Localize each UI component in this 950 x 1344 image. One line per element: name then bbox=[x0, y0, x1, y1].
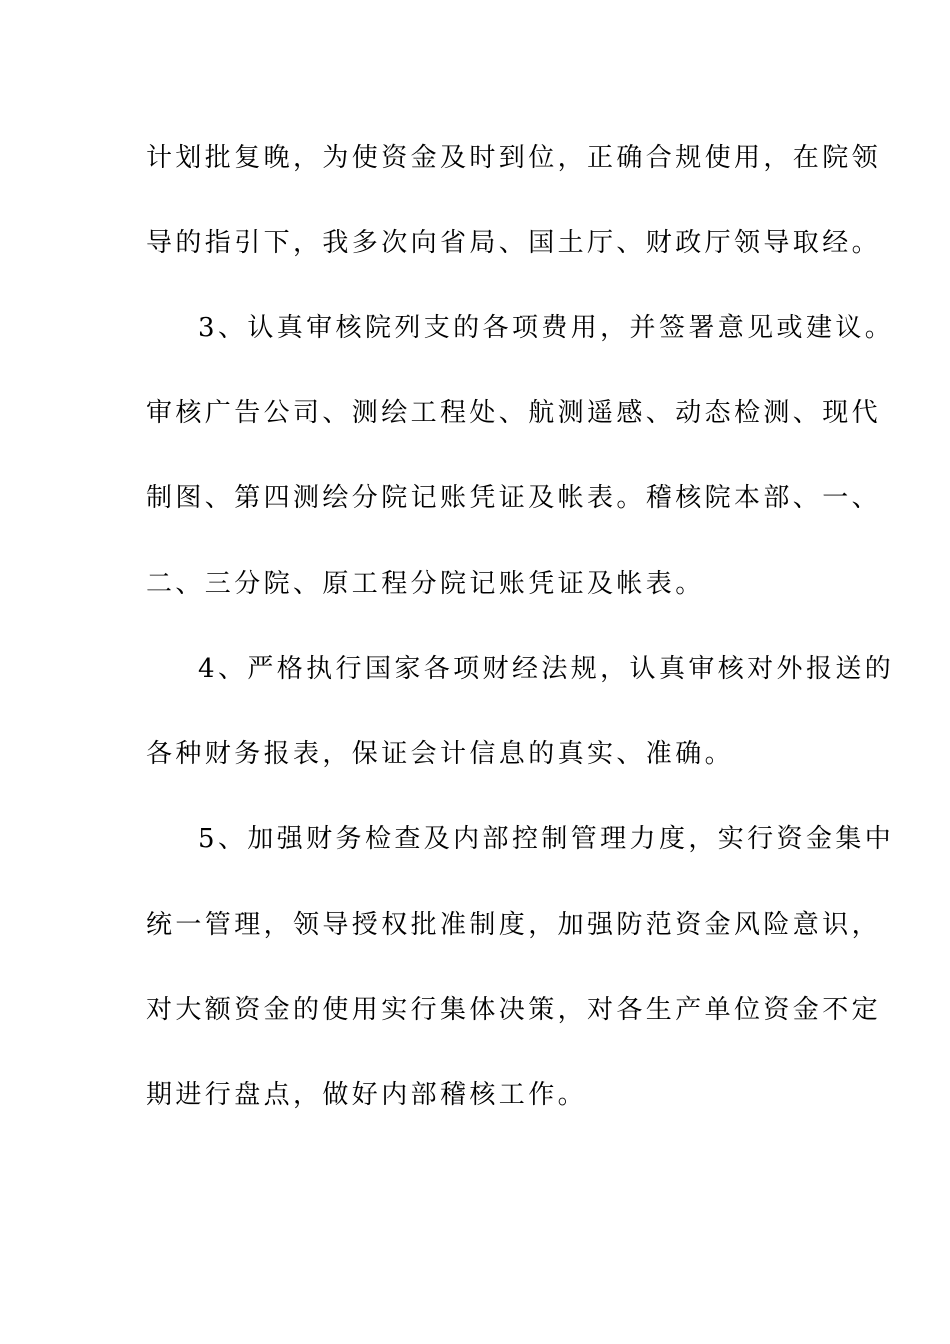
body-text-line: 制图、第四测绘分院记账凭证及帐表。稽核院本部、一、 bbox=[146, 483, 882, 513]
paragraph-5-first-line: 5、加强财务检查及内部控制管理力度，实行资金集中 bbox=[198, 824, 895, 854]
body-text-line: 导的指引下，我多次向省局、国土厅、财政厅领导取经。 bbox=[146, 228, 882, 258]
body-text-line: 审核广告公司、测绘工程处、航测遥感、动态检测、现代 bbox=[146, 398, 882, 428]
body-text-line: 期进行盘点，做好内部稽核工作。 bbox=[146, 1080, 588, 1110]
body-text-line: 计划批复晚，为使资金及时到位，正确合规使用，在院领 bbox=[146, 143, 882, 173]
body-text-line: 二、三分院、原工程分院记账凭证及帐表。 bbox=[146, 569, 705, 599]
paragraph-4-first-line: 4、严格执行国家各项财经法规，认真审核对外报送的 bbox=[198, 654, 895, 684]
body-text-line: 统一管理，领导授权批准制度，加强防范资金风险意识， bbox=[146, 910, 882, 940]
body-text-line: 各种财务报表，保证会计信息的真实、准确。 bbox=[146, 739, 735, 769]
paragraph-3-first-line: 3、认真审核院列支的各项费用，并签署意见或建议。 bbox=[198, 313, 895, 343]
body-text-line: 对大额资金的使用实行集体决策，对各生产单位资金不定 bbox=[146, 995, 882, 1025]
